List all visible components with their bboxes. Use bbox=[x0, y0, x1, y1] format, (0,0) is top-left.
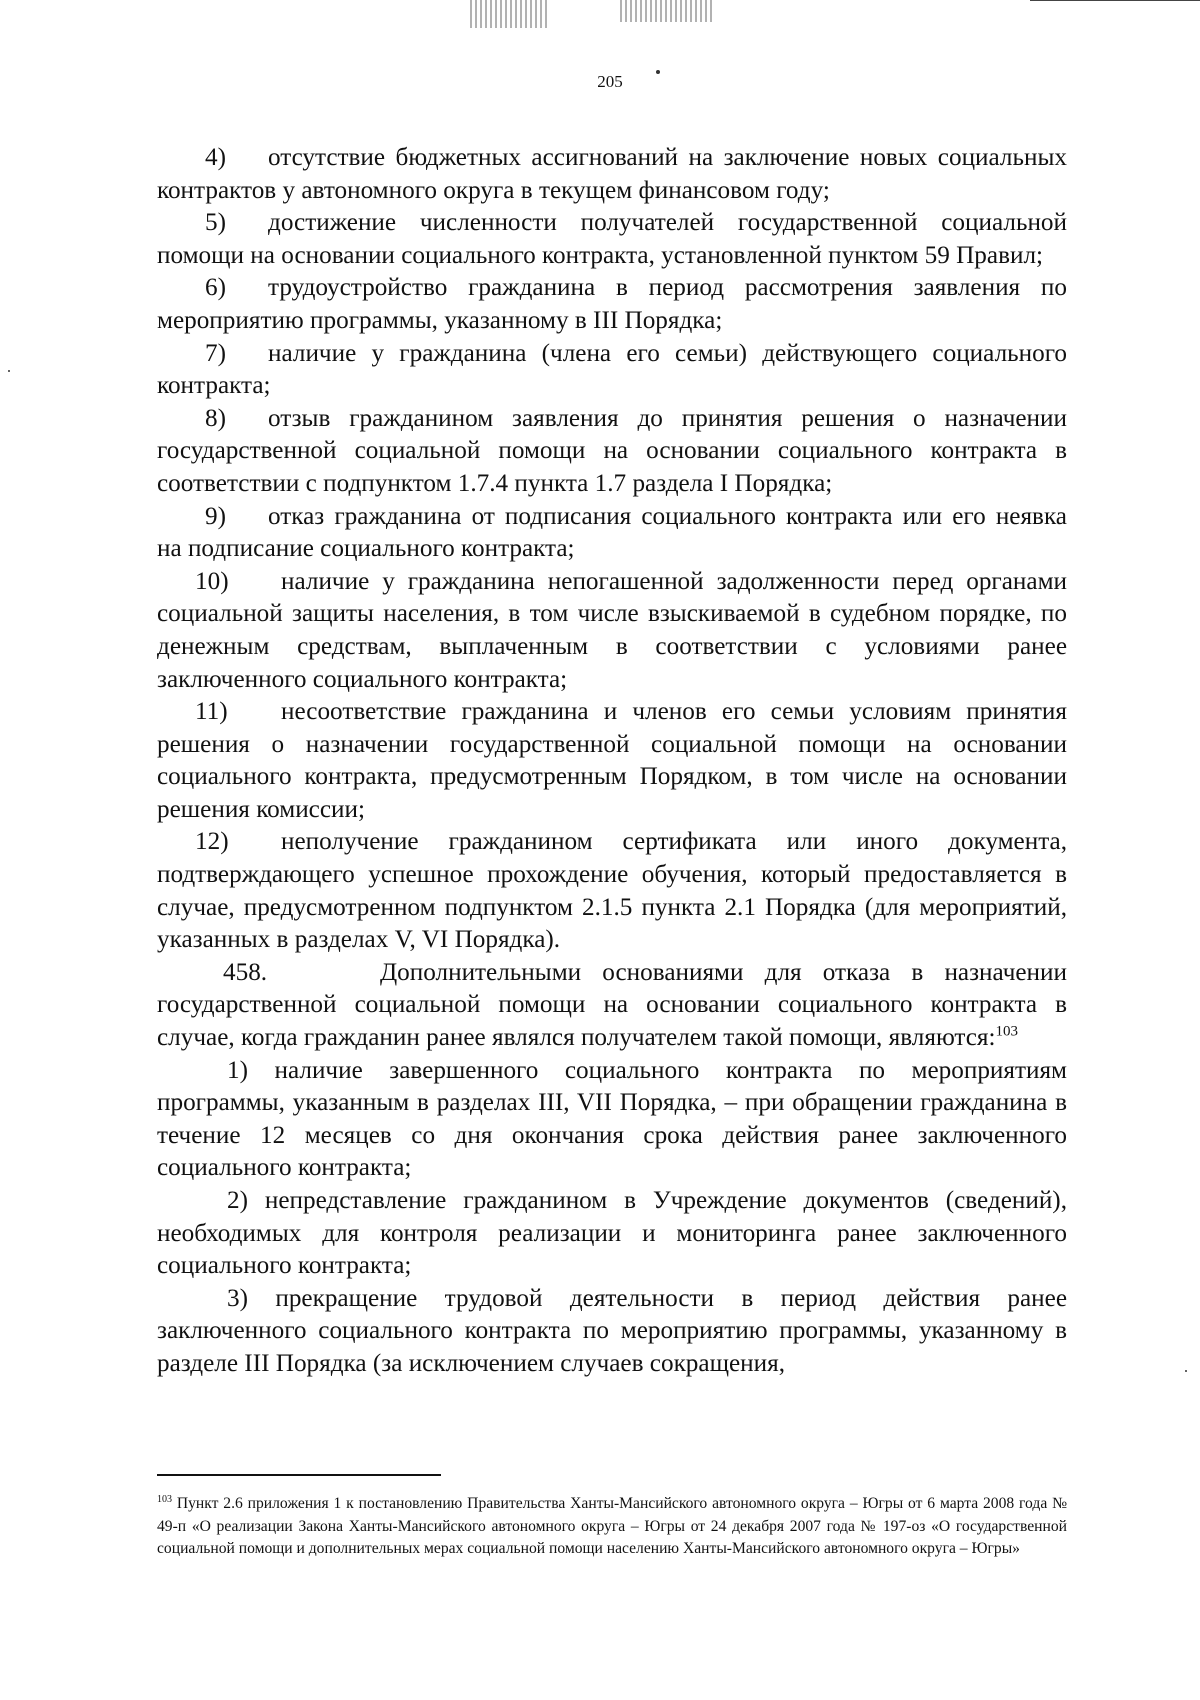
scan-speck bbox=[1185, 1370, 1187, 1372]
scan-artifact bbox=[620, 0, 715, 22]
item-number: 5) bbox=[205, 209, 226, 237]
list-item bbox=[157, 566, 1067, 696]
item-text: отзыв гражданином заявления до принятия решения о назначении государственной социальной помощи на основании социального контракта в соответствии с подпунктом 1.7.4 пункта 1.7 раздела I Порядка; bbox=[157, 404, 1067, 497]
footnote-reference[interactable]: 103 bbox=[995, 1023, 1019, 1040]
paragraph-458 bbox=[157, 957, 1067, 1055]
list-item bbox=[157, 826, 1067, 956]
item-number: 7) bbox=[205, 339, 226, 367]
item-number: 6) bbox=[205, 274, 226, 302]
item-text: отказ гражданина от подписания социального контракта или его неявка на подписание социального контракта; bbox=[157, 502, 1067, 563]
sub-item: 3) прекращение трудовой деятельности в период действия ранее заключенного социального контракта по мероприятию программы, указанному в разделе III Порядка (за исключением случаев сокращения, bbox=[157, 1284, 1067, 1377]
item-number: 10) bbox=[195, 567, 229, 595]
paragraph-number: 458. bbox=[223, 958, 268, 986]
item-number: 8) bbox=[205, 404, 226, 432]
list-item bbox=[157, 207, 1067, 272]
item-number: 12) bbox=[195, 828, 229, 856]
list-item bbox=[157, 272, 1067, 337]
scan-speck bbox=[8, 370, 10, 372]
item-text: неполучение гражданином сертификата или иного документа, подтверждающего успешное прохождение обучения, который предоставляется в случае, предусмотренном подпунктом 2.1.5 пункта 2.1 Порядка (для мероприятий, указанных в разделах V, VI Порядка). bbox=[157, 828, 1067, 954]
list-item bbox=[157, 142, 1067, 207]
scan-artifact bbox=[470, 0, 550, 28]
list-item bbox=[157, 501, 1067, 566]
item-number: 4) bbox=[205, 144, 226, 171]
footnote-mark: 103 bbox=[157, 1493, 172, 1505]
footnote-text: Пункт 2.6 приложения 1 к постановлению Правительства Ханты-Мансийского автономного округа – Югры от 6 марта 2008 года № 49-п «О реализации Закона Ханты-Мансийского автономного округа – Югры от 24 декабря 2007 года № 197-оз «О государственной социальной помощи и дополнительных мерах социальной помощи населению Ханты-Мансийского автономного округа – Югры» bbox=[157, 1495, 1067, 1557]
page-number: 205 bbox=[597, 72, 623, 91]
item-text: достижение численности получателей государственной социальной помощи на основании социального контракта, установленной пунктом 59 Правил; bbox=[157, 209, 1067, 269]
paragraph-text: Дополнительными основаниями для отказа в назначении государственной социальной помощи на основании социального контракта в случае, когда гражданин ранее являлся получателем такой помощи, являются: bbox=[157, 958, 1067, 1052]
list-item bbox=[157, 403, 1067, 501]
sub-item: 2) непредставление гражданином в Учреждение документов (сведений), необходимых для контроля реализации и мониторинга ранее заключенного социального контракта; bbox=[157, 1187, 1067, 1280]
document-body bbox=[157, 142, 1067, 1381]
list-item bbox=[157, 696, 1067, 826]
item-number: 9) bbox=[205, 502, 226, 530]
sub-item: 1) наличие завершенного социального контракта по мероприятиям программы, указанным в разделах III, VII Порядка, – при обращении гражданина в течение 12 месяцев со дня окончания срока действия ранее заключенного социального контракта; bbox=[157, 1056, 1067, 1182]
item-text: наличие у гражданина непогашенной задолженности перед органами социальной защиты населения, в том числе взыскиваемой в судебном порядке, по денежным средствам, выплаченным в соответствии с условиями ранее заключенного социального контракта; bbox=[157, 567, 1067, 693]
item-text: трудоустройство гражданина в период рассмотрения заявления по мероприятию программы, указанному в III Порядка; bbox=[157, 274, 1067, 334]
item-text: отсутствие бюджетных ассигнований на заключение новых социальных контрактов у автономного округа в текущем финансовом году; bbox=[157, 144, 1067, 204]
item-number: 11) bbox=[195, 698, 228, 726]
item-text: наличие у гражданина (члена его семьи) действующего социального контракта; bbox=[157, 339, 1067, 400]
item-text: несоответствие гражданина и членов его семьи условиям принятия решения о назначении государственной социальной помощи на основании социального контракта, предусмотренным Порядком, в том числе на основании решения комиссии; bbox=[157, 698, 1067, 823]
footnote bbox=[157, 1493, 1067, 1561]
scan-artifact bbox=[1030, 0, 1200, 1]
list-item bbox=[157, 338, 1067, 403]
footnote-divider bbox=[157, 1474, 441, 1476]
